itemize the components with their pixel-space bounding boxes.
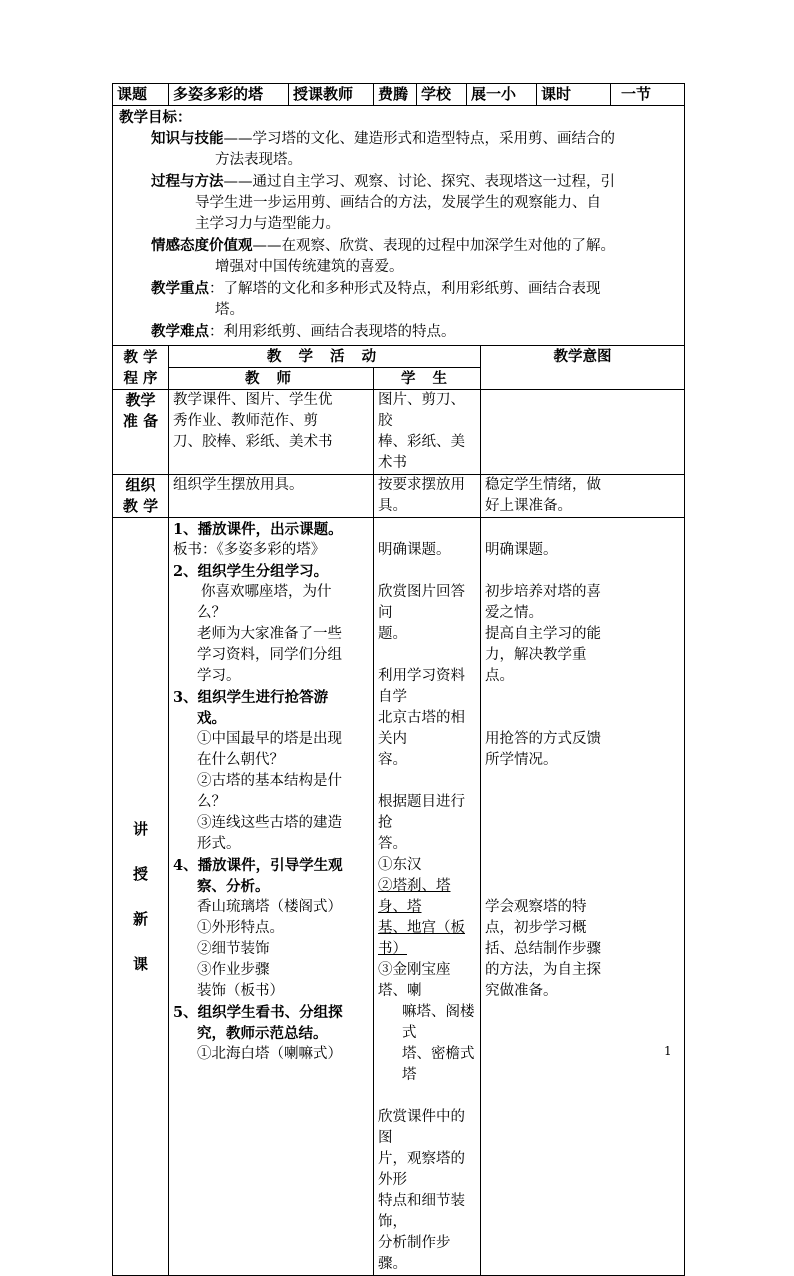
intent2-line2: 爱之情。 <box>485 605 543 621</box>
lecture-label-char1: 讲 <box>132 819 148 838</box>
goals-title: 教学目标： <box>119 109 192 126</box>
organize-student: 按要求摆放用具。 <box>374 475 481 518</box>
step2-para-line3: 学习。 <box>197 668 241 684</box>
step4-title-line1: 4、播放课件，引导学生观 <box>173 857 343 874</box>
step2-title: 2、组织学生分组学习。 <box>173 563 329 580</box>
student-answer2-line2 <box>378 918 476 960</box>
student-act5-line2: 片，观察塔的外形 <box>378 1151 465 1188</box>
step4-item3-board: 装饰（板书） <box>197 983 284 999</box>
step4-item2: ②细节装饰 <box>197 941 270 957</box>
difficulty-text: ：利用彩纸剪、画结合表现塔的特点。 <box>209 324 456 340</box>
goal-emotion <box>151 235 678 278</box>
student-act4-line1: 根据题目进行抢 <box>378 794 465 831</box>
prep-teacher-line2: 秀作业、教师范作、剪 <box>173 413 318 429</box>
emotion-line1: ——在观察、欣赏、表现的过程中加深学生对他的了解。 <box>252 238 615 254</box>
lecture-label-char4: 课 <box>132 954 148 973</box>
lecture-student <box>374 518 481 1276</box>
step3-title-line2: 戏。 <box>197 710 226 727</box>
step4-item1: ①外形特点。 <box>197 920 284 936</box>
organize-label-line1: 组织 <box>125 476 156 494</box>
student-act2-line1: 欣赏图片回答问 <box>378 584 465 621</box>
teacher-value: 费腾 <box>374 84 417 106</box>
step4-title-line2: 察、分析。 <box>197 878 270 895</box>
intent-header: 教学意图 <box>481 346 685 390</box>
column-head-row-1 <box>113 346 685 368</box>
procedure-header-line2: 程 序 <box>123 369 158 387</box>
student-answer1: ①东汉 <box>378 857 422 873</box>
school-label: 学校 <box>417 84 467 106</box>
teacher-header: 教 师 <box>169 368 374 390</box>
emotion-label: 情感态度价值观 <box>151 237 253 254</box>
step1-title: 1、播放课件，出示课题。 <box>173 521 343 538</box>
organize-intent <box>481 475 685 518</box>
prep-row <box>113 390 685 475</box>
goal-process <box>151 171 678 235</box>
step5-title-line2: 究，教师示范总结。 <box>197 1025 328 1042</box>
knowledge-line1: ——学习塔的文化、建造形式和造型特点，采用剪、画结合的 <box>223 131 615 147</box>
student-act5-line3: 特点和细节装饰， <box>378 1193 465 1230</box>
step4-tower-name: 香山琉璃塔（楼阁式） <box>197 899 342 915</box>
prep-student-line1: 图片、剪刀、胶 <box>378 392 465 429</box>
student-act1: 明确课题。 <box>378 542 451 558</box>
teacher-label: 授课教师 <box>289 84 374 106</box>
step3-q3-line2: 形式。 <box>197 836 241 852</box>
knowledge-label: 知识与技能 <box>151 130 224 147</box>
organize-intent-line2: 好上课准备。 <box>485 498 572 514</box>
hours-value: 一节 <box>611 84 685 106</box>
lecture-label <box>113 518 169 1276</box>
step3-q1-line2: 在什么朝代？ <box>197 752 284 768</box>
procedure-header-line1: 教 学 <box>123 348 158 366</box>
step5-item1: ①北海白塔（喇嘛式） <box>197 1046 342 1062</box>
process-line2: 导学生进一步运用剪、画结合的方法，发展学生的观察能力、自 <box>195 195 601 211</box>
student-act5-line4: 分析制作步骤。 <box>378 1235 451 1272</box>
header-row <box>113 84 685 106</box>
student-act3-line1: 利用学习资料自学 <box>378 668 465 705</box>
activity-header: 教 学 活 动 <box>169 346 481 368</box>
subject-value: 多姿多彩的塔 <box>169 84 289 106</box>
lecture-label-char3: 新 <box>132 909 148 928</box>
knowledge-line2: 方法表现塔。 <box>215 152 302 168</box>
prep-teacher <box>169 390 374 475</box>
organize-intent-line1: 稳定学生情绪，做 <box>485 477 601 493</box>
goal-knowledge <box>151 128 678 171</box>
intent1: 明确课题。 <box>485 542 558 558</box>
organize-teacher: 组织学生摆放用具。 <box>169 475 374 518</box>
prep-teacher-line3: 刀、胶棒、彩纸、美术书 <box>173 434 333 450</box>
student-act2-line2: 题。 <box>378 626 407 642</box>
step2-para-line1: 老师为大家准备了一些 <box>197 626 342 642</box>
lecture-intent <box>481 518 685 1276</box>
step2-question-line1: 你喜欢哪座塔，为什 <box>201 584 332 600</box>
prep-label-line2: 准 备 <box>122 412 159 430</box>
goal-key <box>151 278 678 321</box>
hours-label: 课时 <box>537 84 611 106</box>
intent5-line5: 究做准备。 <box>485 983 558 999</box>
key-label: 教学重点 <box>151 280 209 297</box>
emotion-line2: 增强对中国传统建筑的喜爱。 <box>215 259 404 275</box>
procedure-header <box>113 346 169 390</box>
prep-label-line1: 教学 <box>125 391 156 409</box>
lesson-plan-table <box>112 83 685 1276</box>
school-value: 展一小 <box>467 84 537 106</box>
student-answer2-line2-text: 基、地宫（板书） <box>378 920 465 957</box>
student-act4-line2: 答。 <box>378 836 407 852</box>
intent4-line1: 用抢答的方式反馈 <box>485 731 601 747</box>
prep-label <box>113 390 169 475</box>
student-act3-line3: 容。 <box>378 752 407 768</box>
lecture-row <box>113 518 685 1276</box>
step5-title-line1: 5、组织学生看书、分组探 <box>173 1004 343 1021</box>
step3-q2-line1: ②古塔的基本结构是什 <box>197 773 342 789</box>
intent4-line2: 所学情况。 <box>485 752 558 768</box>
key-line2: 塔。 <box>215 302 244 318</box>
step3-q3-line1: ③连线这些古塔的建造 <box>197 815 342 831</box>
prep-student-line2: 棒、彩纸、美术书 <box>378 434 465 471</box>
prep-teacher-line1: 教学课件、图片、学生优 <box>173 392 333 408</box>
intent3-line1: 提高自主学习的能 <box>485 626 601 642</box>
subject-label: 课题 <box>113 84 169 106</box>
goals-cell <box>113 106 685 346</box>
goals-row <box>113 106 685 346</box>
step2-question-line2: 么？ <box>197 605 226 621</box>
student-answer3-line2: 嘛塔、阁楼式 <box>402 1004 475 1041</box>
step4-item3: ③作业步骤 <box>197 962 270 978</box>
step3-q1-line1: ①中国最早的塔是出现 <box>197 731 342 747</box>
step3-q2-line2: 么？ <box>197 794 226 810</box>
page-number: 1 <box>664 1044 672 1058</box>
step2-para-line2: 学习资料，同学们分组 <box>197 647 342 663</box>
process-label: 过程与方法 <box>151 173 224 190</box>
organize-row <box>113 475 685 518</box>
intent5-line3: 括、总结制作步骤 <box>485 941 601 957</box>
organize-label-line2: 教 学 <box>122 497 159 515</box>
lecture-label-char2: 授 <box>132 864 148 883</box>
student-act5-line1: 欣赏课件中的图 <box>378 1109 465 1146</box>
intent5-line1: 学会观察塔的特 <box>485 899 587 915</box>
step3-title-line1: 3、组织学生进行抢答游 <box>173 689 329 706</box>
student-answer3-line3: 塔、密檐式塔 <box>402 1046 475 1083</box>
organize-label <box>113 475 169 518</box>
intent3-line2: 力，解决教学重 <box>485 647 587 663</box>
goal-difficulty <box>151 321 678 343</box>
prep-student <box>374 390 481 475</box>
student-header: 学 生 <box>374 368 481 390</box>
student-act3-line2: 北京古塔的相关内 <box>378 710 465 747</box>
process-line1: ——通过自主学习、观察、讨论、探究、表现塔这一过程，引 <box>223 174 615 190</box>
student-answer2-line1: ②塔刹、塔身、塔 <box>378 878 451 915</box>
process-line3: 主学习力与造型能力。 <box>195 216 340 232</box>
difficulty-label: 教学难点 <box>151 323 209 340</box>
student-answer3-line1: ③金刚宝座塔、喇 <box>378 962 451 999</box>
step1-board: 板书：《多姿多彩的塔》 <box>173 542 326 558</box>
intent5-line4: 的方法，为自主探 <box>485 962 601 978</box>
key-line1: ：了解塔的文化和多种形式及特点，利用彩纸剪、画结合表现 <box>209 281 601 297</box>
lecture-teacher <box>169 518 374 1276</box>
prep-intent <box>481 390 685 475</box>
intent2-line1: 初步培养对塔的喜 <box>485 584 601 600</box>
intent5-line2: 点，初步学习概 <box>485 920 587 936</box>
intent3-line3: 点。 <box>485 668 514 684</box>
